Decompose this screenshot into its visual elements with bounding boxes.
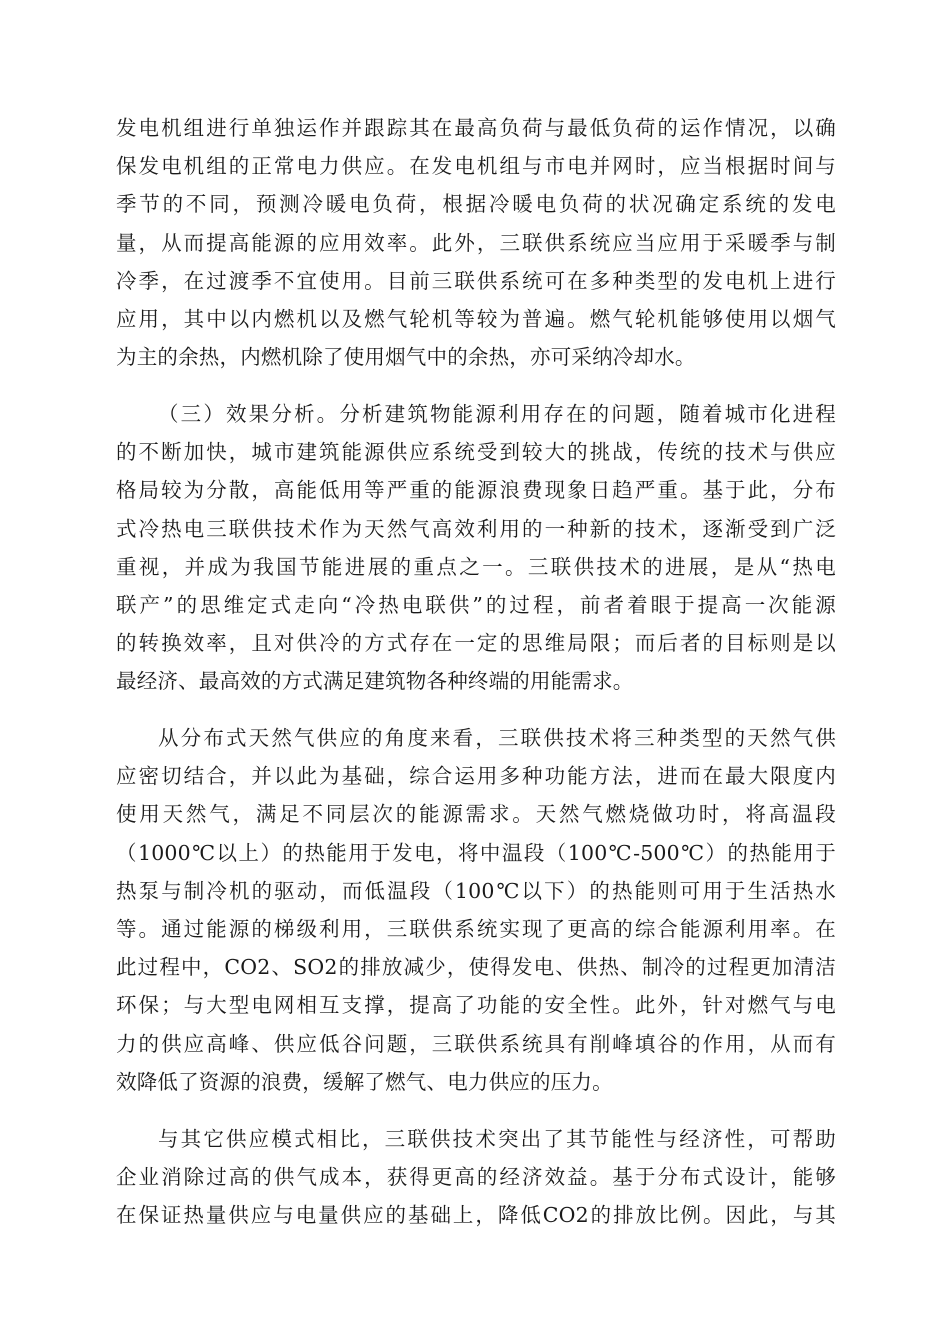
body-text (116, 109, 836, 1253)
paragraph-4 (116, 1120, 836, 1235)
text-line: 环保；与大型电网相互支撑，提高了功能的安全性。此外，针对燃气与电 (116, 993, 836, 1018)
paragraph-1 (116, 109, 836, 376)
text-line: 的转换效率，且对供冷的方式存在一定的思维局限；而后者的目标则是以 (116, 631, 836, 656)
text-line: 在保证热量供应与电量供应的基础上，降低CO2的排放比例。因此，与其 (116, 1202, 836, 1227)
text-line: 为主的余热，内燃机除了使用烟气中的余热，亦可采纳冷却水。 (116, 345, 696, 370)
text-line: 发电机组进行单独运作并跟踪其在最高负荷与最低负荷的运作情况，以确 (116, 116, 836, 140)
text-line: 企业消除过高的供气成本，获得更高的经济效益。基于分布式设计，能够 (116, 1164, 836, 1189)
text-line: 应用，其中以内燃机以及燃气轮机等较为普遍。燃气轮机能够使用以烟气 (116, 307, 836, 332)
text-line: 季节的不同，预测冷暖电负荷，根据冷暖电负荷的状况确定系统的发电 (116, 192, 836, 217)
text-line: 热泵与制冷机的驱动，而低温段（100℃以下）的热能则可用于生活热水 (116, 878, 836, 903)
text-line: 的不断加快，城市建筑能源供应系统受到较大的挑战，传统的技术与供应 (116, 440, 836, 465)
text-line: 使用天然气，满足不同层次的能源需求。天然气燃烧做功时，将高温段 (116, 802, 836, 827)
text-line: 格局较为分散，高能低用等严重的能源浪费现象日趋严重。基于此，分布 (116, 478, 836, 503)
text-line: （1000℃以上）的热能用于发电，将中温段（100℃-500℃）的热能用于 (116, 840, 836, 865)
text-line: 保发电机组的正常电力供应。在发电机组与市电并网时，应当根据时间与 (116, 154, 836, 179)
text-line: 式冷热电三联供技术作为天然气高效利用的一种新的技术，逐渐受到广泛 (116, 516, 836, 541)
text-line: 最经济、最高效的方式满足建筑物各种终端的用能需求。 (116, 669, 634, 694)
text-line: （三）效果分析。分析建筑物能源利用存在的问题，随着城市化进程 (158, 401, 836, 426)
text-line: 等。通过能源的梯级利用，三联供系统实现了更高的综合能源利用率。在 (116, 917, 836, 942)
paragraph-3 (116, 719, 836, 1101)
text-line: 冷季，在过渡季不宜使用。目前三联供系统可在多种类型的发电机上进行 (116, 268, 836, 293)
text-line: 从分布式天然气供应的角度来看，三联供技术将三种类型的天然气供 (158, 726, 836, 751)
text-line: 联产”的思维定式走向“冷热电联供”的过程，前者着眼于提高一次能源 (116, 592, 836, 617)
paragraph-2 (116, 395, 836, 701)
text-line: 重视，并成为我国节能进展的重点之一。三联供技术的进展，是从“热电 (116, 554, 836, 579)
text-line: 应密切结合，并以此为基础，综合运用多种功能方法，进而在最大限度内 (116, 764, 836, 789)
text-line: 力的供应高峰、供应低谷问题，三联供系统具有削峰填谷的作用，从而有 (116, 1031, 836, 1056)
text-line: 效降低了资源的浪费，缓解了燃气、电力供应的压力。 (116, 1069, 613, 1094)
text-line: 量，从而提高能源的应用效率。此外，三联供系统应当应用于采暖季与制 (116, 230, 836, 255)
text-line: 此过程中，CO2、SO2的排放减少，使得发电、供热、制冷的过程更加清洁 (116, 955, 836, 980)
text-line: 与其它供应模式相比，三联供技术突出了其节能性与经济性，可帮助 (158, 1126, 836, 1151)
